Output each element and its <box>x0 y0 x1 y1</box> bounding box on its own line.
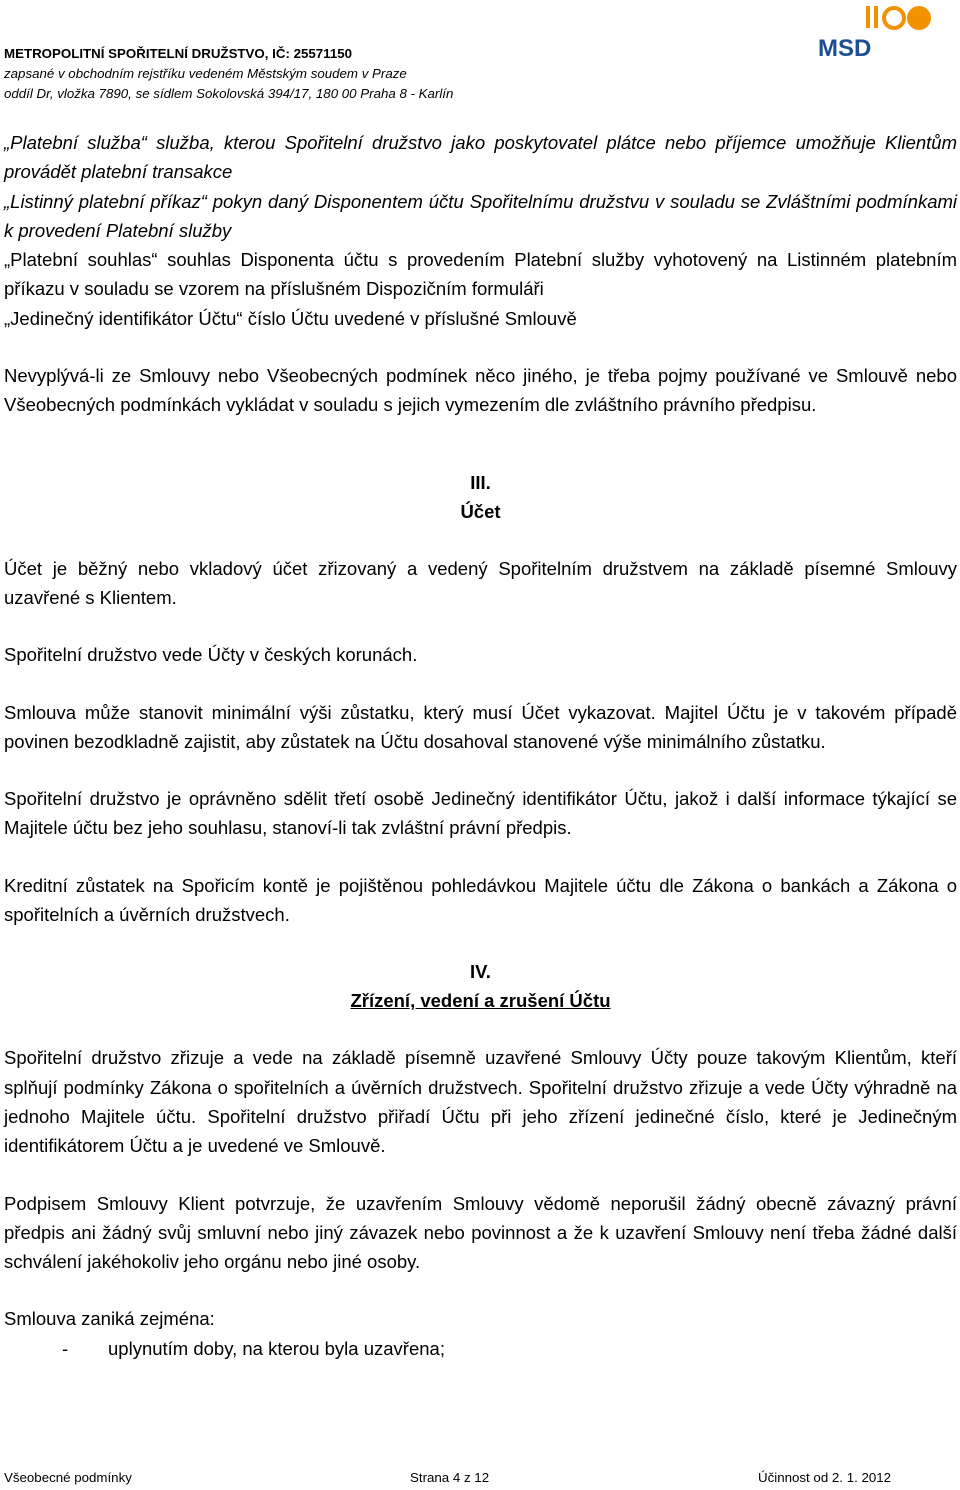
company-line: METROPOLITNÍ SPOŘITELNÍ DRUŽSTVO, IČ: 25571150 <box>4 46 353 61</box>
section-3-paragraph-4: Spořitelní družstvo je oprávněno sdělit třetí osobě Jedinečný identifikátor Účtu, jakož i další informace týkající se Majitele účtu bez jeho souhlasu, stanoví-li tak zvláštní právní předpis. <box>4 788 957 839</box>
section-4-paragraph-1: Spořitelní družstvo zřizuje a vede na základě písemně uzavřené Smlouvy Účty pouze takovým Klientům, kteří splňují podmínky Zákona o spořitelních a úvěrních družstvech. Spořitelní družstvo zřizuje a vede Účty výhradně na jednoho Majitele účtu. Spořitelní družstvo přiřadí Účtu při jeho zřízení jedinečné číslo, které je Jedinečným identifikátorem Účtu a je uvedené ve Smlouvě. <box>4 1047 957 1157</box>
section-4-number: IV. <box>470 961 491 983</box>
intro-paragraph: Nevyplývá-li ze Smlouvy nebo Všeobecných podmínek něco jiného, je třeba pojmy používané ve Smlouvě nebo Všeobecných podmínkách vykládat v souladu s jejich vymezením dle zvláštního právního předpisu. <box>4 365 957 416</box>
section-4-paragraph-2: Podpisem Smlouvy Klient potvrzuje, že uzavřením Smlouvy vědomě neporušil žádný obecně závazný právní předpis ani žádný svůj smluvní nebo jiný závazek nebo povinnost a že k uzavření Smlouvy není třeba žádné další schválení jakéhokoliv jeho orgánu nebo jiné osoby. <box>4 1192 957 1273</box>
definition-identifikator: „Jedinečný identifikátor Účtu“ číslo Účtu uvedené v příslušné Smlouvě <box>4 307 577 329</box>
address-line: oddíl Dr, vložka 7890, se sídlem Sokolovská 394/17, 180 00 Praha 8 - Karlín <box>4 86 454 101</box>
definition-platebni-sluzba: „Platební služba“ služba, kterou Spořitelní družstvo jako poskytovatel plátce nebo příjemce umožňuje Klientům provádět platební transakce <box>4 132 957 183</box>
section-4-paragraph-3: Smlouva zaniká zejména: <box>4 1308 215 1330</box>
logo-ring <box>884 8 904 28</box>
page-header <box>4 44 453 104</box>
section-3-paragraph-1: Účet je běžný nebo vkladový účet zřizovaný a vedený Spořitelním družstvem na základě písemné Smlouvy uzavřené s Klientem. <box>4 557 957 608</box>
definition-listinny-prikaz: „Listinný platební příkaz“ pokyn daný Disponentem účtu Spořitelnímu družstvu v souladu se Zvláštními podmínkami k provedení Platební služby <box>4 190 957 241</box>
list-bullet: - <box>62 1337 69 1359</box>
section-3-paragraph-5: Kreditní zůstatek na Spořicím kontě je pojištěnou pohledávkou Majitele účtu dle Zákona o bankách a Zákona o spořitelních a úvěrních družstvech. <box>4 874 957 926</box>
definition-platebni-souhlas: „Platební souhlas“ souhlas Disponenta účtu s provedením Platební služby vyhotovený na Listinném platebním příkazu v souladu se vzorem na příslušném Dispozičním formuláři <box>4 249 957 300</box>
logo-text: MSD <box>818 35 872 62</box>
section-3-paragraph-3: Smlouva může stanovit minimální výši zůstatku, který musí Účet vykazovat. Majitel Účtu je v takovém případě povinen bezodkladně zajistit, aby zůstatek na Účtu dosahoval stanovené výše minimálního zůstatku. <box>4 701 957 752</box>
msd-logo <box>816 4 936 64</box>
section-3-paragraph-2: Spořitelní družstvo vede Účty v českých korunách. <box>4 644 418 666</box>
registry-line: zapsané v obchodním rejstříku vedeném Městským soudem v Praze <box>4 66 407 81</box>
logo-dot <box>907 6 931 30</box>
footer-page-number: Strana 4 z 12 <box>410 1470 490 1485</box>
footer-effective-date: Účinnost od 2. 1. 2012 <box>758 1470 892 1485</box>
list-item <box>4 1334 957 1363</box>
section-4-title: Zřízení, vedení a zrušení Účtu <box>350 990 611 1012</box>
logo-bar-2 <box>874 6 878 28</box>
section-3-title: Účet <box>460 500 501 522</box>
logo-bar-1 <box>866 6 870 28</box>
footer-document-name: Všeobecné podmínky <box>4 1470 132 1485</box>
document-body <box>4 128 957 1363</box>
section-3-number: III. <box>470 471 491 493</box>
list-item-text: uplynutím doby, na kterou byla uzavřena; <box>108 1337 445 1359</box>
